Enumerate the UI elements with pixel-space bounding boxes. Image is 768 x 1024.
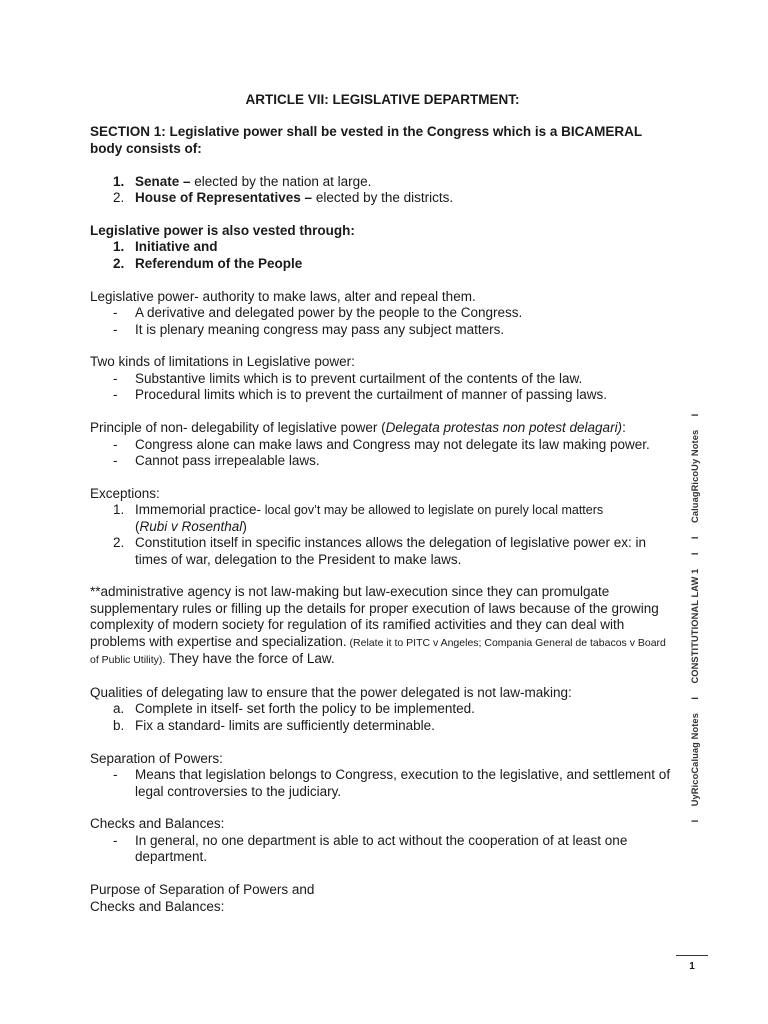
bullet-dash: - (113, 436, 118, 452)
sidebar-label: I UyRicoCaluag Notes I CONSTITUTIONAL LAW 1 I I CaluagRicoUy Notes I (690, 413, 700, 823)
list-number: 1. (113, 239, 125, 255)
heading-text: Principle of non- delegability of legislative power ( (90, 420, 386, 436)
bullet-item (90, 371, 675, 387)
list-text: Fix a standard- limits are sufficiently determinable. (135, 717, 435, 733)
checks-heading: Checks and Balances: (90, 816, 225, 832)
list-number: 2. (113, 255, 125, 271)
bullet-text: In general, no one department is able to act without the cooperation of at least one department. (135, 832, 628, 865)
bullet-item (90, 453, 675, 469)
case-citation: Rubi v Rosenthal (139, 518, 243, 534)
case-note: (Relate it to PITC v Angeles; Compania General de tabacos v Board of Public Utility). (90, 636, 666, 667)
paragraph-end: They have the force of Law. (165, 651, 335, 667)
non-delegability-heading (90, 420, 675, 436)
exceptions-heading: Exceptions: (90, 485, 160, 501)
list-number: 2. (113, 535, 125, 551)
list-item (90, 535, 675, 568)
list-item (90, 256, 675, 272)
bullet-item (90, 387, 675, 403)
bullet-text: Cannot pass irrepealable laws. (135, 453, 320, 468)
bullet-dash: - (113, 453, 118, 468)
bullet-dash: - (113, 387, 118, 403)
purpose-heading (90, 882, 675, 915)
purpose-line: Purpose of Separation of Powers and (90, 882, 315, 898)
list-number: 2. (113, 190, 125, 206)
bullet-dash: - (113, 321, 118, 337)
house-name: House of Representatives – (135, 190, 313, 206)
limitations-heading: Two kinds of limitations in Legislative power: (90, 354, 355, 370)
exception-text: Constitution itself in specific instances allows the delegation of legislative power ex: in times of war, delegation to the President to make laws. (135, 535, 647, 567)
list-number: 1. (113, 502, 125, 518)
bullet-text: Procedural limits which is to prevent the curtailment of manner of passing laws. (135, 387, 607, 403)
bullet-item (90, 437, 675, 453)
bullet-item (90, 767, 675, 800)
legislative-power-heading: Legislative power- authority to make laws, alter and repeal them. (90, 288, 476, 304)
latin-maxim: Delegata protestas non potest delagari) (385, 420, 623, 436)
bullet-dash: - (113, 832, 118, 848)
admin-agency-paragraph (90, 584, 675, 668)
list-text: Referendum of the People (135, 255, 303, 271)
bullet-dash: - (113, 767, 118, 783)
article-title: ARTICLE VII: LEGISLATIVE DEPARTMENT: (245, 92, 520, 107)
list-letter: a. (113, 701, 125, 717)
purpose-line: Checks and Balances: (90, 898, 225, 914)
list-item (90, 701, 675, 717)
list-item: 1. Immemorial practice- local gov’t may be allowed to legislate on purely local matters (Rubi v Rosenthal) (113, 502, 604, 534)
house-description: elected by the nation at large. (190, 173, 372, 189)
bullet-dash: - (113, 305, 118, 321)
bullet-text: It is plenary meaning congress may pass any subject matters. (135, 321, 505, 337)
house-description: elected by the districts. (312, 190, 454, 206)
document-body (90, 92, 675, 915)
page-number: 1 (689, 961, 695, 972)
separation-heading: Separation of Powers: (90, 750, 223, 766)
bullet-item (90, 833, 675, 866)
list-item (90, 718, 675, 734)
exception-detail: local gov’t may be allowed to legislate on purely local matters (264, 503, 604, 518)
also-vested-heading: Legislative power is also vested through: (90, 223, 355, 239)
page-number-rule (676, 955, 708, 956)
list-item (90, 239, 675, 255)
bullet-item (90, 322, 675, 338)
section-1-heading: SECTION 1: Legislative power shall be vested in the Congress which is a BICAMERAL body consists of: (90, 124, 642, 156)
list-item (90, 174, 675, 190)
house-name: Senate – (135, 173, 191, 189)
bullet-dash: - (113, 370, 118, 386)
paragraph-text: **administrative agency is not law-making but law-execution since they can promulgate supplementary rules or filling up the details for proper execution of laws because of the growing complexity of modern society for regulation of its ramified activities and they can deal with problems with expertise and specialization. (90, 584, 659, 649)
heading-colon: : (622, 420, 626, 436)
bullet-text: Means that legislation belongs to Congress, execution to the legislative, and settlement of legal controversies to the judiciary. (135, 767, 671, 799)
list-letter: b. (113, 717, 125, 733)
list-item (90, 190, 675, 206)
exception-text: Immemorial practice- (135, 502, 265, 518)
vertical-sidebar (688, 378, 706, 858)
list-text: Complete in itself- set forth the policy to be implemented. (135, 701, 475, 717)
list-text: Initiative and (135, 239, 218, 255)
qualities-heading: Qualities of delegating law to ensure that the power delegated is not law-making: (90, 684, 572, 700)
bullet-text: Substantive limits which is to prevent curtailment of the contents of the law. (135, 370, 583, 386)
bullet-text: A derivative and delegated power by the people to the Congress. (135, 305, 523, 321)
list-number: 1. (113, 173, 125, 189)
houses-list (90, 174, 675, 207)
bullet-item (90, 305, 675, 321)
bullet-text: Congress alone can make laws and Congress may not delegate its law making power. (135, 436, 650, 452)
